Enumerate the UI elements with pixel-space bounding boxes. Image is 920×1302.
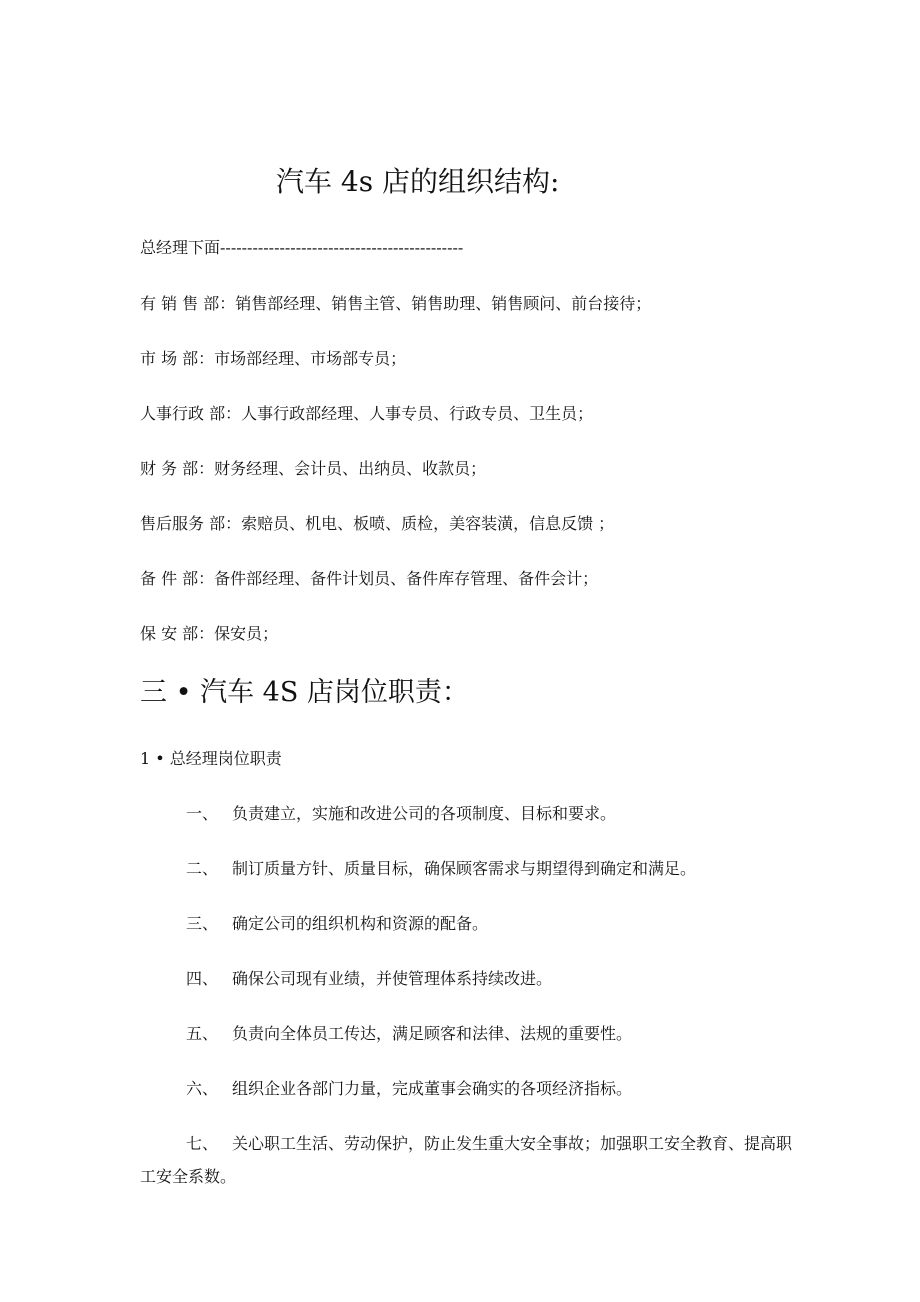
duty-text: 确定公司的组织机构和资源的配备。 <box>232 914 489 933</box>
duty-number: 五、 <box>186 1024 219 1043</box>
duty-number: 二、 <box>186 859 219 878</box>
duty-number: 七、 <box>186 1134 219 1153</box>
duty-item <box>186 912 488 936</box>
subsection-heading: 1 • 总经理岗位职责 <box>140 749 282 768</box>
section-heading: 三 • 汽车 4S 店岗位职责： <box>140 677 469 708</box>
duty-text: 确保公司现有业绩，并使管理体系持续改进。 <box>232 969 553 988</box>
department-line-hr-admin: 人事行政 部：人事行政部经理、人事专员、行政专员、卫生员； <box>140 404 594 423</box>
duty-item <box>186 1077 632 1101</box>
department-line-marketing: 市 场 部：市场部经理、市场部专员； <box>140 349 407 368</box>
duty-item <box>140 1127 800 1193</box>
duty-text: 负责建立，实施和改进公司的各项制度、目标和要求。 <box>232 804 617 823</box>
duty-text: 关心职工生活、劳动保护，防止发生重大安全事故；加强职工安全教育、提高职工安全系数。 <box>140 1134 793 1186</box>
duty-item <box>186 967 552 991</box>
duty-text: 制订质量方针、质量目标，确保顾客需求与期望得到确定和满足。 <box>232 859 697 878</box>
duty-number: 一、 <box>186 804 219 823</box>
department-line-sales: 有 销 售 部：销售部经理、销售主管、销售助理、销售顾问、前台接待； <box>140 294 652 313</box>
duty-number: 三、 <box>186 914 219 933</box>
department-line-finance: 财 务 部：财务经理、会计员、出纳员、收款员； <box>140 459 487 478</box>
duty-text: 组织企业各部门力量，完成董事会确实的各项经济指标。 <box>232 1079 633 1098</box>
duty-item <box>186 1022 632 1046</box>
department-line-security: 保 安 部：保安员； <box>140 624 279 643</box>
duty-item <box>186 802 616 826</box>
duty-number: 六、 <box>186 1079 219 1098</box>
department-line-after-sales: 售后服务 部：索赔员、机电、板喷、质检，美容装潢，信息反馈 ； <box>140 514 615 533</box>
duty-number: 四、 <box>186 969 219 988</box>
intro-line: 总经理下面--------------------------------------------- <box>140 238 464 257</box>
department-line-parts: 备 件 部：备件部经理、备件计划员、备件库存管理、备件会计； <box>140 569 599 588</box>
duty-text: 负责向全体员工传达，满足顾客和法律、法规的重要性。 <box>232 1024 633 1043</box>
document-title: 汽车 4s 店的组织结构: <box>276 165 560 198</box>
duty-item <box>186 857 696 881</box>
